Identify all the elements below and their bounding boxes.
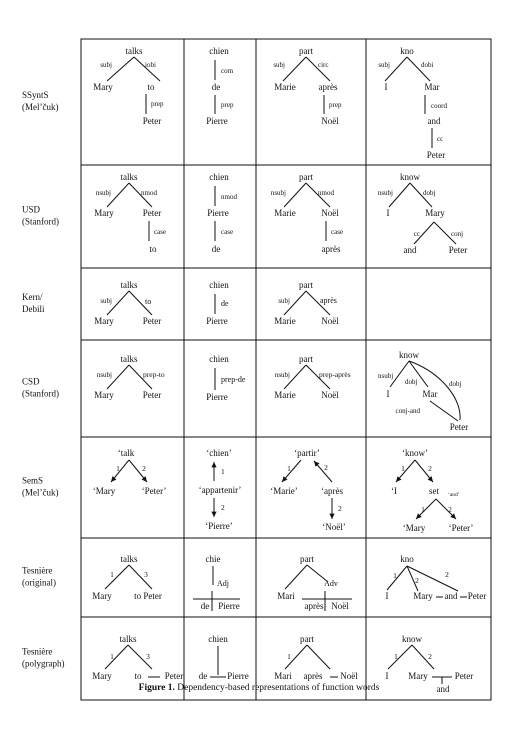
word: know	[402, 634, 422, 644]
relation-label: de	[221, 299, 229, 308]
word: de	[211, 244, 221, 254]
word: de	[200, 601, 210, 611]
arrowhead	[211, 512, 216, 517]
word: Marie	[274, 316, 296, 326]
relation-label: subj	[100, 61, 112, 69]
relation-label: prep	[329, 101, 342, 109]
relation-label: nsubj	[270, 189, 286, 197]
word: ‘partir’	[294, 448, 320, 458]
word: chien	[208, 634, 228, 644]
relation-label: 1	[393, 571, 397, 580]
relation-label: dobj	[423, 189, 436, 197]
word: ‘know’	[402, 448, 428, 458]
word: Mary	[425, 208, 445, 218]
word: Mari	[277, 591, 295, 601]
relation-label: 1	[221, 467, 225, 476]
relation-label: nsubj	[96, 371, 112, 379]
relation-label: dobi	[421, 61, 434, 69]
word: Peter	[448, 245, 468, 255]
relation-label: circ	[318, 61, 329, 69]
word: chien	[209, 280, 229, 290]
word: Mary	[93, 82, 113, 92]
relation-label: nmod	[318, 189, 334, 197]
word: and	[403, 245, 417, 255]
word: Peter	[449, 422, 469, 432]
relation-label: dobj	[449, 380, 462, 388]
word: Pierre	[227, 671, 249, 681]
relation-label: prep	[151, 100, 164, 108]
relation-label: 1	[394, 652, 398, 661]
word: Pierre	[207, 208, 229, 218]
relation-label: nmod	[221, 193, 237, 201]
relation-label: 2	[428, 464, 432, 473]
word: Peter	[142, 390, 162, 400]
relation-label: prep-de	[221, 375, 246, 384]
word: Pierre	[206, 392, 228, 402]
relation-label: prep	[221, 101, 234, 109]
row-label: Debili	[22, 304, 45, 314]
word: Peter	[454, 671, 474, 681]
word: talks	[120, 172, 138, 182]
word: chien	[209, 354, 229, 364]
row-label: (Stanford)	[22, 388, 59, 399]
relation-label: dobj	[405, 378, 418, 386]
word: I	[386, 208, 390, 218]
word: I	[386, 389, 390, 399]
relation-label: subj	[100, 297, 112, 305]
relation-label: 1	[421, 505, 425, 514]
relation-label: case	[154, 228, 167, 236]
word: Noël	[321, 116, 339, 126]
word: part	[299, 354, 313, 364]
word: ‘I	[391, 486, 397, 496]
relation-label: 2	[428, 652, 432, 661]
word: talks	[120, 554, 138, 564]
word: ‘Peter’	[141, 486, 167, 496]
word: ‘Mary	[402, 523, 426, 533]
relation-label: to	[145, 297, 152, 306]
word: Noël	[321, 390, 339, 400]
word: Mary	[94, 316, 114, 326]
relation-label: cc	[413, 230, 420, 238]
relation-label: cc	[437, 135, 444, 143]
edge-line	[430, 401, 458, 421]
relation-label: 1	[116, 464, 120, 473]
edge-line	[284, 183, 306, 207]
word: and	[436, 684, 450, 694]
relation-label: com	[221, 67, 234, 75]
word: Peter	[142, 208, 162, 218]
relation-label: nmod	[141, 189, 157, 197]
word: talks	[119, 634, 137, 644]
word: I	[385, 591, 389, 601]
edge-line	[387, 566, 407, 590]
word: Noël	[321, 316, 339, 326]
word: Pierre	[206, 116, 228, 126]
word: part	[300, 554, 314, 564]
word: know	[399, 350, 419, 360]
edge-line	[105, 565, 129, 589]
word: ‘après	[321, 486, 343, 496]
relation-label: prep-après	[319, 370, 351, 379]
relation-label: case	[221, 228, 234, 236]
relation-label: 2	[221, 503, 225, 512]
word: Pierre	[206, 316, 228, 326]
word: ‘Mary	[92, 486, 116, 496]
word: Peter	[142, 116, 162, 126]
row-label: (Mel’čuk)	[22, 102, 59, 112]
word: talks	[125, 46, 143, 56]
relation-label: 2	[445, 570, 449, 579]
word: Marie	[274, 390, 296, 400]
edge-line	[388, 645, 412, 669]
word: Noël	[331, 601, 349, 611]
relation-label: 1	[110, 570, 114, 579]
word: Mar	[422, 389, 438, 399]
relation-label: 3	[146, 652, 150, 661]
word: Mary	[94, 208, 114, 218]
relation-label: ‘and’	[448, 492, 460, 498]
row-label: USD	[22, 204, 41, 215]
relation-label: iobi	[145, 61, 156, 69]
relation-label: nsubj	[95, 189, 111, 197]
word: part	[300, 634, 314, 644]
relation-label: 2	[324, 463, 328, 472]
word: talks	[120, 354, 138, 364]
word: Mary	[408, 671, 428, 681]
relation-label: conj-and	[395, 407, 420, 415]
relation-label: nsubj	[377, 189, 393, 197]
word: Pierre	[218, 601, 240, 611]
relation-label: 2	[338, 504, 342, 513]
word: part	[299, 280, 313, 290]
word: talks	[120, 280, 138, 290]
word: Marie	[274, 82, 296, 92]
relation-label: conj	[451, 230, 464, 238]
word: set	[429, 486, 439, 496]
word: Noël	[321, 208, 339, 218]
word: I	[385, 671, 389, 681]
word: Marie	[274, 208, 296, 218]
row-label: SSyntS	[22, 90, 49, 100]
word: Mary	[413, 591, 433, 601]
translation-label: Adj	[217, 579, 229, 588]
relation-label: case	[331, 228, 344, 236]
word: ‘chien’	[206, 448, 232, 458]
relation-label: 2	[415, 576, 419, 585]
relation-label: 3	[144, 570, 148, 579]
word: to	[134, 671, 142, 681]
word: to Peter	[134, 591, 162, 601]
relation-label: 1	[401, 464, 405, 473]
word: de	[198, 671, 208, 681]
edge-line	[283, 57, 306, 81]
word: après	[304, 601, 324, 611]
word: ‘appartenir’	[198, 485, 242, 495]
word: Peter	[426, 150, 446, 160]
relation-label: 2	[448, 505, 452, 514]
word: chien	[209, 46, 229, 56]
edge-line	[105, 645, 128, 669]
relation-label: subj	[273, 61, 285, 69]
relation-label: 1	[287, 464, 291, 473]
relation-label: 2	[142, 464, 146, 473]
relation-label: coord	[431, 102, 447, 110]
word: Mary	[92, 591, 112, 601]
translation-label: Adv	[324, 579, 338, 588]
word: part	[299, 172, 313, 182]
row-label: (Stanford)	[22, 216, 59, 227]
word: kno	[400, 46, 414, 56]
relation-label: nsubj	[274, 371, 290, 379]
edge-line	[307, 645, 330, 669]
word: and	[427, 116, 441, 126]
relation-label: après	[320, 296, 337, 305]
word: Mari	[274, 671, 292, 681]
word: to	[149, 244, 157, 254]
row-label: (original)	[22, 577, 56, 588]
word: Mary	[94, 390, 114, 400]
relation-label: prep-to	[143, 370, 165, 379]
word: know	[400, 172, 420, 182]
row-label: CSD	[22, 376, 40, 387]
word: part	[299, 46, 313, 56]
caption-text: Dependency-based representations of function words	[174, 683, 380, 693]
arrowhead	[329, 514, 334, 519]
word: ‘Noël’	[322, 522, 346, 532]
word: to	[147, 82, 155, 92]
word: ‘Peter’	[448, 523, 474, 533]
word: de	[211, 82, 221, 92]
word: Noël	[340, 671, 358, 681]
word: après	[321, 244, 341, 254]
word: Mar	[424, 82, 440, 92]
word: Peter	[142, 316, 162, 326]
relation-label: 1	[110, 652, 114, 661]
row-label: (polygraph)	[22, 658, 65, 669]
row-label: (Mel’čuk)	[22, 487, 59, 498]
word: I	[384, 82, 388, 92]
word: ‘talk	[117, 448, 135, 458]
word: kno	[400, 554, 414, 564]
word: Peter	[467, 591, 487, 601]
relation-label: subj	[378, 61, 390, 69]
relation-label: subj	[278, 297, 290, 305]
row-label: Kern/	[22, 292, 43, 302]
word: ‘Pierre’	[205, 521, 233, 531]
word: Peter	[164, 671, 184, 681]
figure-caption	[0, 683, 518, 693]
word: Mary	[92, 671, 112, 681]
relation-label: nsubj	[378, 372, 394, 380]
row-label: Tesnière	[22, 565, 53, 576]
word: chie	[205, 554, 221, 564]
edge-line	[129, 565, 152, 589]
word: ‘Marie’	[270, 486, 298, 496]
row-label: Tesnière	[22, 646, 53, 657]
word: and	[444, 591, 458, 601]
edge-line	[285, 565, 307, 589]
word: chien	[209, 172, 229, 182]
word: après	[303, 671, 323, 681]
arrowhead	[211, 462, 216, 467]
word: après	[318, 82, 338, 92]
row-label: SemS	[22, 475, 44, 486]
caption-label: Figure 1.	[138, 683, 175, 693]
relation-label: 1	[287, 652, 291, 661]
